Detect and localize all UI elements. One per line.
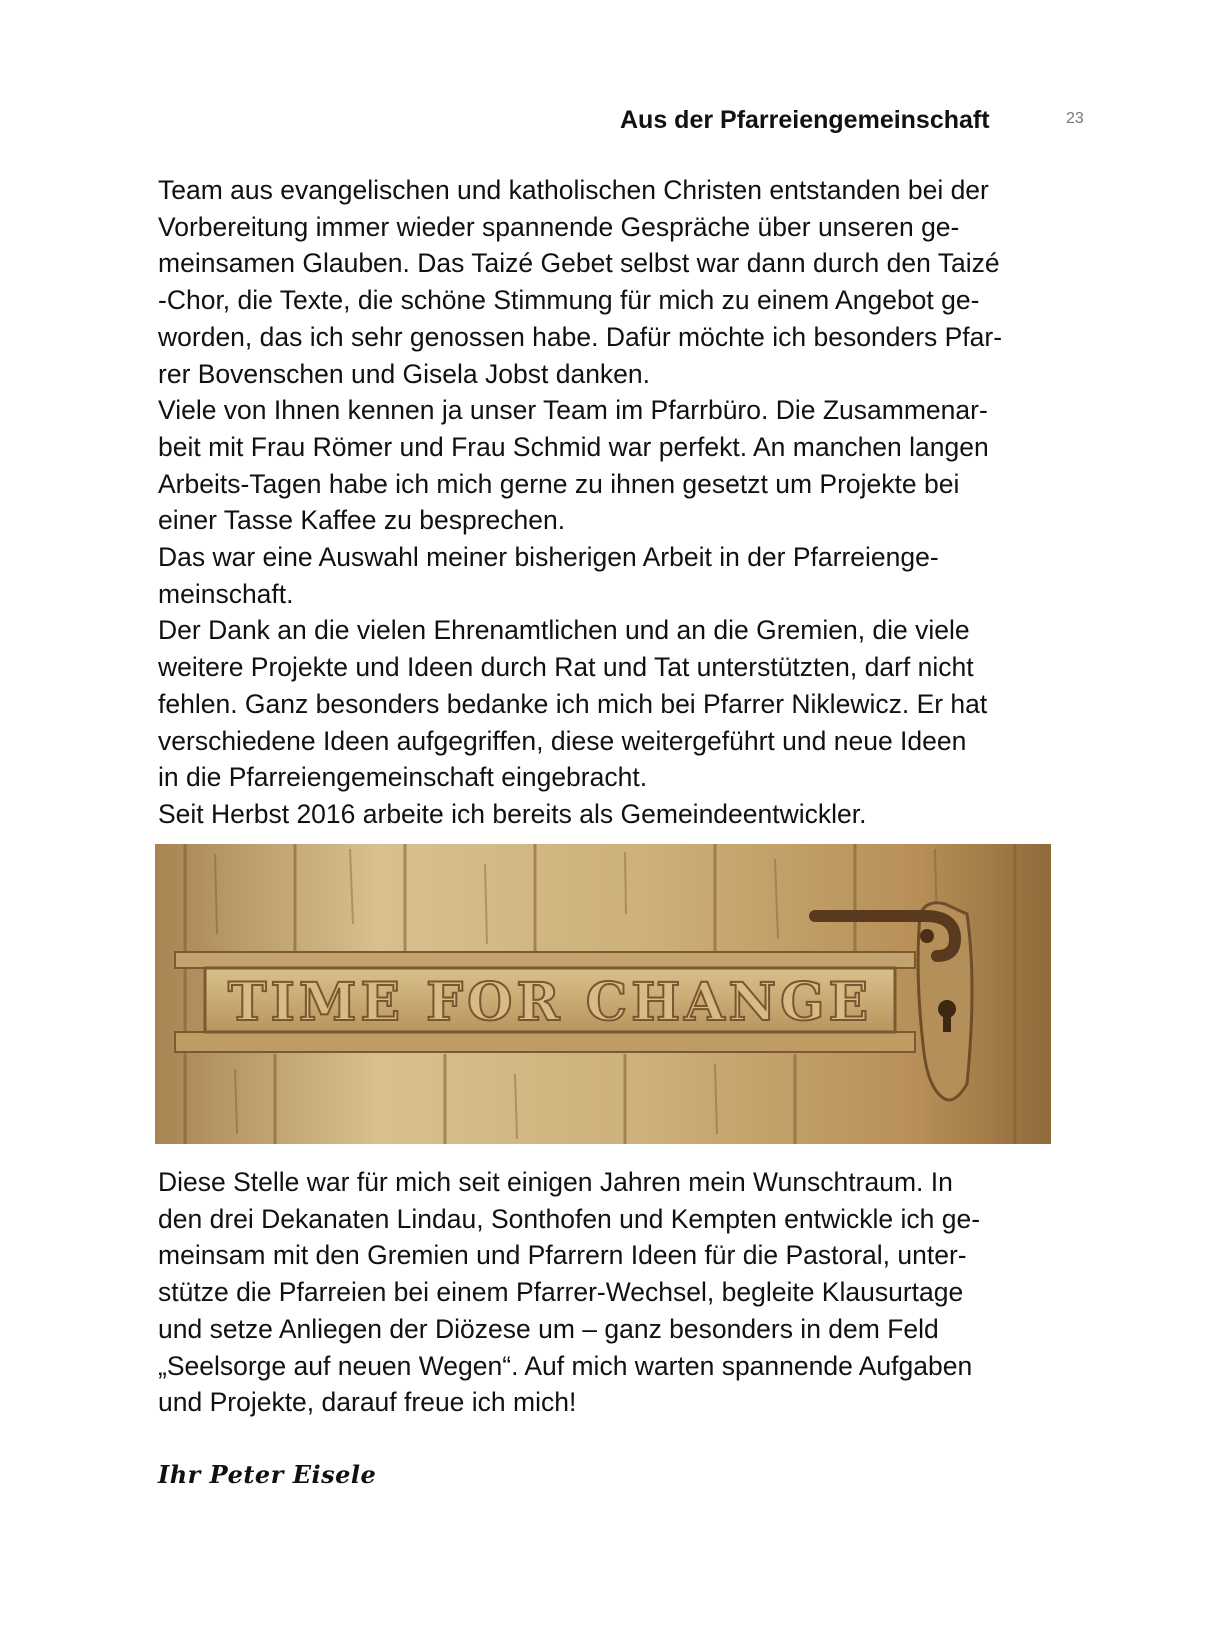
page-number: 23 xyxy=(1066,110,1084,127)
section-title: Aus der Pfarreiengemeinschaft xyxy=(620,106,990,134)
author-signature: Ihr Peter Eisele xyxy=(158,1460,377,1489)
article-text-top: Team aus evangelischen und katholischen Christen entstanden bei der Vorbereitung immer wieder spannende Gespräche über unseren ge- meinsamen Glauben. Das Taizé Gebet selbst war dann durch den Taizé -Chor, die Texte, die schöne Stimmung für mich zu einem Angebot ge- worden, das ich sehr genossen habe. Dafür möchte ich besonders Pfar- rer Bovenschen und Gisela Jobst danken. Viele von Ihnen kennen ja unser Team im Pfarrbüro. Die Zusammenar- beit mit Frau Römer und Frau Schmid war perfekt. An manchen langen Arbeits-Tagen habe ich mich gerne zu ihnen gesetzt um Projekte bei einer Tasse Kaffee zu besprechen. Das war eine Auswahl meiner bisherigen Arbeit in der Pfarreienge- meinschaft. Der Dank an die vielen Ehrenamtlichen und an die Gremien, die viele weitere Projekte und Ideen durch Rat und Tat unterstützten, darf nicht fehlen. Ganz besonders bedanke ich mich bei Pfarrer Niklewicz. Er hat verschiedene Ideen aufgegriffen, diese weitergeführt und neue Ideen in die Pfarreiengemeinschaft eingebracht. Seit Herbst 2016 arbeite ich bereits als Gemeindeentwickler. xyxy=(158,175,1003,829)
carved-sign-text: TIME FOR CHANGE xyxy=(227,972,873,1033)
article-text-bottom: Diese Stelle war für mich seit einigen Jahren mein Wunschtraum. In den drei Dekanaten Lindau, Sonthofen und Kempten entwickle ich ge- meinsam mit den Gremien und Pfarrern Ideen für die Pastoral, unter- stütze die Pfarreien bei einem Pfarrer-Wechsel, begleite Klausurtage und setze Anliegen der Diözese um – ganz besonders in dem Feld „Seelsorge auf neuen Wegen“. Auf mich warten spannende Aufgaben und Projekte, darauf freue ich mich! xyxy=(158,1167,981,1418)
time-for-change-door-photo xyxy=(155,844,1051,1144)
